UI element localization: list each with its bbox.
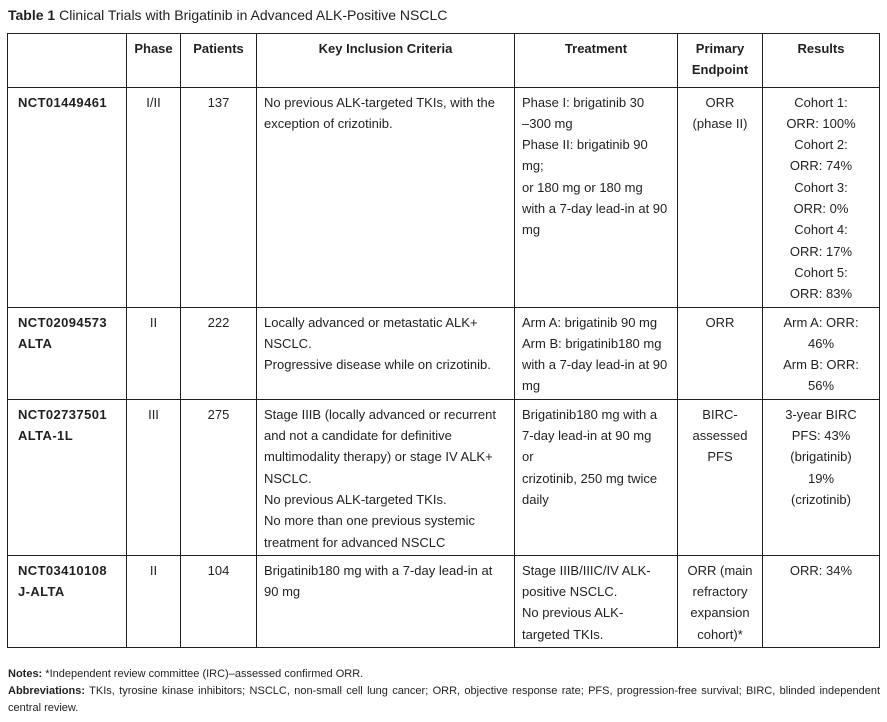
criteria-line: Progressive disease while on crizotinib. — [264, 357, 491, 373]
endpoint-line: BIRC- — [702, 406, 738, 422]
treatment-line: with a 7-day lead-in at 90 — [522, 201, 668, 217]
results-line: PFS: 43% — [791, 428, 851, 444]
abbreviations-label: Abbreviations: — [8, 685, 86, 697]
treatment-cell — [515, 307, 678, 399]
results-line: 3-year BIRC — [785, 406, 857, 422]
endpoint-line: cohort)* — [697, 626, 743, 642]
endpoint-line: expansion — [690, 605, 750, 621]
criteria-line: No previous ALK-targeted TKIs, with the — [264, 94, 495, 110]
patients-cell: 137 — [181, 87, 257, 307]
table-footer — [8, 666, 880, 717]
treatment-line: Phase II: brigatinib 90 mg; — [522, 137, 648, 174]
criteria-cell — [257, 555, 515, 647]
criteria-line: Locally advanced or metastatic ALK+ — [264, 314, 478, 330]
table-title: Clinical Trials with Brigatinib in Advanced ALK-Positive NSCLC — [59, 7, 448, 23]
criteria-cell — [257, 87, 515, 307]
trial-id: NCT01449461 — [18, 94, 107, 110]
criteria-line: No previous ALK-targeted TKIs. — [264, 491, 447, 507]
trial-id-cell — [8, 87, 127, 307]
criteria-line: Stage IIIB (locally advanced or recurrent — [264, 406, 496, 422]
criteria-line: multimodality therapy) or stage IV ALK+ — [264, 449, 493, 465]
criteria-line: treatment for advanced NSCLC — [264, 534, 446, 550]
results-line: ORR: 34% — [789, 562, 853, 578]
results-line: (crizotinib) — [791, 491, 851, 507]
results-line: 19% — [807, 470, 835, 486]
treatment-cell — [515, 399, 678, 555]
results-line: ORR: 0% — [793, 201, 849, 217]
results-line: Cohort 4: — [794, 222, 848, 238]
results-line: ORR: 74% — [789, 158, 853, 174]
results-line: Arm B: ORR: — [783, 357, 859, 373]
endpoint-cell — [678, 399, 763, 555]
endpoint-line: refractory — [692, 584, 748, 600]
trial-id-cell — [8, 555, 127, 647]
trial-acronym: ALTA — [18, 335, 53, 351]
results-line: (brigatinib) — [790, 449, 852, 465]
results-cell — [763, 555, 880, 647]
header-results: Results — [763, 34, 880, 88]
criteria-line: No more than one previous systemic — [264, 513, 475, 529]
clinical-trials-table — [7, 33, 880, 648]
trial-id-cell — [8, 399, 127, 555]
header-patients: Patients — [181, 34, 257, 88]
trial-id: NCT02094573 — [18, 314, 107, 330]
results-cell — [763, 307, 880, 399]
treatment-line: positive NSCLC. — [522, 584, 618, 600]
results-line: Cohort 1: — [794, 94, 848, 110]
phase-cell: II — [127, 307, 181, 399]
criteria-line: Brigatinib180 mg with a 7-day lead-in at — [264, 562, 493, 578]
results-line: Cohort 2: — [794, 137, 848, 153]
treatment-line: daily — [522, 491, 549, 507]
criteria-cell — [257, 399, 515, 555]
trial-acronym: ALTA-1L — [18, 428, 74, 444]
treatment-line: Brigatinib180 mg with a — [522, 406, 658, 422]
header-id — [8, 34, 127, 88]
endpoint-line: ORR — [705, 94, 735, 110]
header-treatment: Treatment — [515, 34, 678, 88]
phase-cell: II — [127, 555, 181, 647]
treatment-line: 7-day lead-in at 90 mg — [522, 428, 652, 444]
results-line: 56% — [807, 378, 835, 394]
results-line: Cohort 5: — [794, 264, 848, 280]
results-line: Cohort 3: — [794, 179, 848, 195]
treatment-line: No previous ALK- — [522, 605, 624, 621]
endpoint-line: assessed PFS — [692, 428, 748, 465]
criteria-line: 90 mg — [264, 584, 301, 600]
header-endpoint-line1: Primary — [695, 41, 745, 56]
treatment-line: –300 mg — [522, 115, 573, 131]
trial-id: NCT03410108 — [18, 562, 107, 578]
endpoint-cell — [678, 87, 763, 307]
notes — [8, 666, 880, 683]
treatment-line: Arm A: brigatinib 90 mg — [522, 314, 658, 330]
endpoint-line: ORR — [705, 314, 735, 330]
treatment-line: or 180 mg or 180 mg — [522, 179, 643, 195]
patients-cell: 222 — [181, 307, 257, 399]
endpoint-cell — [678, 555, 763, 647]
criteria-line: NSCLC. — [264, 335, 312, 351]
results-line: 46% — [807, 335, 835, 351]
header-criteria: Key Inclusion Criteria — [257, 34, 515, 88]
treatment-line: targeted TKIs. — [522, 626, 604, 642]
phase-cell: III — [127, 399, 181, 555]
trial-id: NCT02737501 — [18, 406, 107, 422]
endpoint-cell — [678, 307, 763, 399]
results-line: ORR: 100% — [786, 115, 856, 131]
notes-text: *Independent review committee (IRC)–assessed confirmed ORR. — [45, 668, 364, 680]
treatment-line: or — [522, 449, 534, 465]
patients-cell: 275 — [181, 399, 257, 555]
table-body — [8, 87, 880, 647]
table-row — [8, 87, 880, 307]
notes-label: Notes: — [8, 668, 43, 680]
treatment-cell — [515, 87, 678, 307]
header-row — [8, 34, 880, 88]
treatment-line: with a 7-day lead-in at 90 — [522, 357, 668, 373]
results-line: Arm A: ORR: — [783, 314, 859, 330]
results-line: ORR: 83% — [789, 286, 853, 302]
endpoint-line: ORR (main — [687, 562, 753, 578]
treatment-line: Phase I: brigatinib 30 — [522, 94, 645, 110]
trial-acronym: J-ALTA — [18, 584, 65, 600]
table-caption — [8, 6, 447, 24]
criteria-line: exception of crizotinib. — [264, 115, 393, 131]
abbreviations-text: TKIs, tyrosine kinase inhibitors; NSCLC, non-small cell lung cancer; ORR, objective response rate; PFS, progression-free survival; BIRC, blinded independent central review. — [8, 685, 881, 714]
treatment-line: mg — [522, 222, 541, 238]
treatment-line: mg — [522, 378, 541, 394]
header-phase: Phase — [127, 34, 181, 88]
table-label: Table 1 — [8, 7, 56, 23]
results-cell — [763, 87, 880, 307]
abbreviations — [8, 683, 880, 717]
criteria-line: and not a candidate for definitive — [264, 428, 452, 444]
patients-cell: 104 — [181, 555, 257, 647]
endpoint-line: (phase II) — [692, 115, 748, 131]
table-row — [8, 307, 880, 399]
treatment-line: Stage IIIB/IIIC/IV ALK- — [522, 562, 651, 578]
treatment-line: crizotinib, 250 mg twice — [522, 470, 658, 486]
treatment-cell — [515, 555, 678, 647]
trial-id-cell — [8, 307, 127, 399]
treatment-line: Arm B: brigatinib180 mg — [522, 335, 662, 351]
phase-cell: I/II — [127, 87, 181, 307]
header-endpoint — [678, 34, 763, 88]
results-line: ORR: 17% — [789, 243, 853, 259]
table-row — [8, 555, 880, 647]
criteria-line: NSCLC. — [264, 470, 312, 486]
table-row — [8, 399, 880, 555]
header-endpoint-line2: Endpoint — [691, 62, 749, 78]
results-cell — [763, 399, 880, 555]
criteria-cell — [257, 307, 515, 399]
